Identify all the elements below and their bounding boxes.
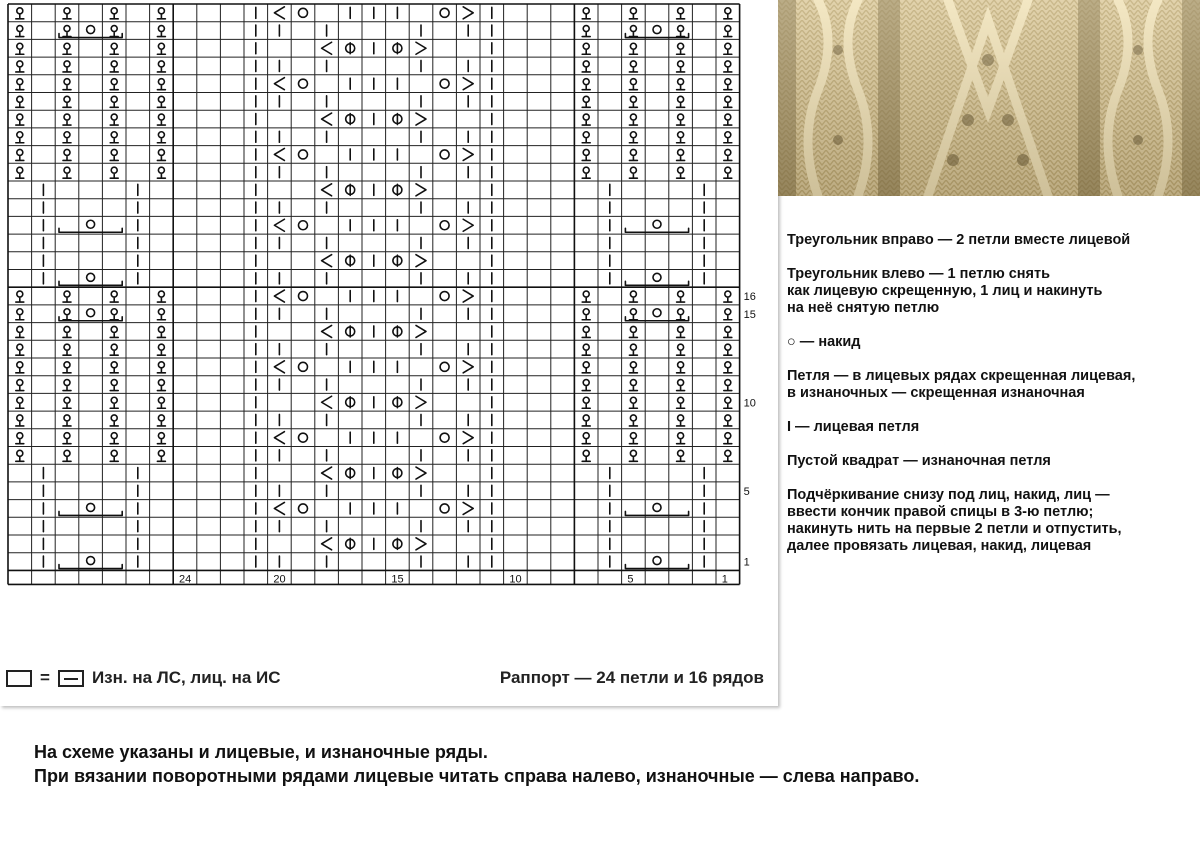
yarn-over-icon [653,273,661,281]
twisted-stitch-icon [157,326,165,337]
twisted-stitch-icon [724,326,732,337]
yarn-over-icon [653,309,661,317]
twisted-stitch-icon [157,96,165,107]
twisted-stitch-icon [16,8,24,19]
twisted-stitch-icon [724,344,732,355]
right-triangle-icon [274,7,284,19]
twisted-stitch-icon [629,43,637,54]
twisted-stitch-icon [629,132,637,143]
twisted-stitch-icon [110,114,118,125]
twisted-stitch-icon [677,380,685,391]
twisted-stitch-icon [629,8,637,19]
twisted-stitch-icon [157,132,165,143]
twisted-stitch-icon [16,450,24,461]
left-triangle-icon [416,467,426,479]
twisted-stitch-icon [63,415,71,426]
left-triangle-icon [463,7,473,19]
twisted-stitch-icon [110,43,118,54]
right-triangle-icon [322,42,332,54]
repeat-note: Раппорт — 24 петли и 16 рядов [499,668,764,687]
twisted-stitch-icon [724,291,732,302]
yarn-over-icon [87,503,95,511]
legend-right-triangle: Треугольник вправо — 2 петли вместе лицевой [787,232,1131,248]
right-triangle-icon [322,184,332,196]
twisted-stitch-icon [677,96,685,107]
row-number: 15 [743,308,756,321]
twisted-stitch-icon [63,450,71,461]
chart-footer [6,664,772,694]
twisted-stitch-icon [63,167,71,178]
right-triangle-icon [322,538,332,550]
twisted-stitch-icon [724,415,732,426]
twisted-stitch-icon [16,114,24,125]
left-triangle-icon [463,432,473,444]
legend-purl-stitch: Пустой квадрат — изнаночная петля [787,453,1051,469]
twisted-stitch-icon [110,79,118,90]
bottom-notes [34,740,1184,788]
twisted-stitch-icon [677,61,685,72]
twisted-stitch-icon [63,326,71,337]
twisted-stitch-icon [63,26,71,37]
right-triangle-icon [274,290,284,302]
twisted-stitch-icon [724,43,732,54]
yarn-over-icon [299,150,308,159]
twisted-stitch-icon [677,114,685,125]
yarn-over-icon [299,221,308,230]
twisted-stitch-icon [677,26,685,37]
twisted-stitch-icon [724,380,732,391]
twisted-stitch-icon [629,61,637,72]
twisted-stitch-icon [582,344,590,355]
twisted-stitch-icon [629,291,637,302]
yarn-over-icon [87,26,95,34]
twisted-stitch-icon [629,450,637,461]
twisted-stitch-icon [582,61,590,72]
yarn-over-icon [653,503,661,511]
twisted-stitch-icon [629,96,637,107]
yarn-over-icon [87,273,95,281]
twisted-stitch-icon [629,415,637,426]
legend-twisted-stitch: Петля — в лицевых рядах скрещенная лицевая, в изнаночных — скрещенная изнаночная [787,368,1136,401]
twisted-stitch-icon [157,149,165,160]
note-line-1: На схеме указаны и лицевые, и изнаночные ряды. [34,742,488,762]
col-number: 24 [179,573,192,586]
col-number: 10 [509,573,522,586]
twisted-stitch-icon [63,433,71,444]
knitted-sample-photo [778,0,1200,196]
twisted-stitch-icon [16,26,24,37]
left-triangle-icon [416,184,426,196]
twisted-stitch-icon [63,291,71,302]
twisted-stitch-icon [157,61,165,72]
twisted-stitch-icon [157,380,165,391]
yarn-over-icon [440,79,449,88]
yarn-over-icon [299,79,308,88]
twisted-stitch-icon [724,79,732,90]
twisted-stitch-icon [629,149,637,160]
twisted-stitch-icon [677,43,685,54]
twisted-stitch-icon [677,149,685,160]
col-number: 15 [391,573,404,586]
twisted-stitch-icon [63,8,71,19]
twisted-stitch-icon [157,8,165,19]
twisted-stitch-icon [629,309,637,320]
twisted-stitch-icon [677,167,685,178]
yarn-over-icon [87,557,95,565]
yarn-over-icon [653,26,661,34]
legend-equals: = [40,668,50,687]
left-triangle-icon [416,42,426,54]
twisted-stitch-icon [16,149,24,160]
left-triangle-icon [463,290,473,302]
twisted-stitch-icon [157,415,165,426]
yarn-over-icon [440,221,449,230]
row-number: 5 [743,485,750,498]
twisted-stitch-icon [63,149,71,160]
right-triangle-icon [322,325,332,337]
twisted-stitch-icon [724,167,732,178]
twisted-stitch-icon [110,149,118,160]
right-triangle-icon [274,361,284,373]
twisted-stitch-icon [16,291,24,302]
twisted-stitch-icon [157,291,165,302]
twisted-stitch-icon [724,309,732,320]
twisted-stitch-icon [63,344,71,355]
left-triangle-icon [416,113,426,125]
twisted-stitch-icon [582,433,590,444]
twisted-stitch-icon [110,61,118,72]
twisted-stitch-icon [110,397,118,408]
right-triangle-icon [274,148,284,160]
twisted-stitch-icon [16,43,24,54]
twisted-stitch-icon [16,96,24,107]
twisted-stitch-icon [63,362,71,373]
twisted-stitch-icon [157,450,165,461]
twisted-stitch-icon [582,96,590,107]
twisted-stitch-icon [157,309,165,320]
twisted-stitch-icon [157,433,165,444]
row-number: 16 [743,291,756,304]
twisted-stitch-icon [582,8,590,19]
twisted-stitch-icon [629,167,637,178]
dash-square-icon [58,670,84,687]
yarn-over-icon [653,220,661,228]
yarn-over-icon [440,504,449,513]
twisted-stitch-icon [110,344,118,355]
twisted-stitch-icon [16,433,24,444]
twisted-stitch-icon [110,433,118,444]
twisted-stitch-icon [677,362,685,373]
left-triangle-icon [463,361,473,373]
right-triangle-icon [274,502,284,514]
yarn-over-icon [299,504,308,513]
twisted-stitch-icon [582,380,590,391]
twisted-stitch-icon [677,397,685,408]
twisted-stitch-icon [110,291,118,302]
col-number: 20 [273,573,286,586]
yarn-over-icon [87,309,95,317]
twisted-stitch-icon [629,362,637,373]
twisted-stitch-icon [110,450,118,461]
twisted-stitch-icon [110,380,118,391]
twisted-stitch-icon [157,344,165,355]
row-number: 10 [743,397,756,410]
twisted-stitch-icon [582,43,590,54]
right-triangle-icon [322,467,332,479]
twisted-stitch-icon [157,362,165,373]
twisted-stitch-icon [157,114,165,125]
twisted-stitch-icon [724,61,732,72]
right-triangle-icon [274,78,284,90]
twisted-stitch-icon [63,397,71,408]
twisted-stitch-icon [582,362,590,373]
yarn-over-icon [299,362,308,371]
twisted-stitch-icon [16,132,24,143]
left-triangle-icon [463,148,473,160]
right-triangle-icon [322,113,332,125]
twisted-stitch-icon [629,344,637,355]
twisted-stitch-icon [629,433,637,444]
twisted-stitch-icon [63,309,71,320]
twisted-stitch-icon [724,132,732,143]
twisted-stitch-icon [582,114,590,125]
twisted-stitch-icon [110,362,118,373]
twisted-stitch-icon [677,132,685,143]
twisted-stitch-icon [16,362,24,373]
twisted-stitch-icon [157,397,165,408]
left-triangle-icon [416,396,426,408]
twisted-stitch-icon [63,61,71,72]
twisted-stitch-icon [110,415,118,426]
twisted-stitch-icon [724,114,732,125]
twisted-stitch-icon [582,26,590,37]
twisted-stitch-icon [157,26,165,37]
twisted-stitch-icon [629,26,637,37]
twisted-stitch-icon [110,167,118,178]
twisted-stitch-icon [629,380,637,391]
symbol-legend [6,668,281,688]
yarn-over-icon [299,8,308,17]
twisted-stitch-icon [582,149,590,160]
twisted-stitch-icon [110,8,118,19]
left-triangle-icon [416,325,426,337]
twisted-stitch-icon [582,167,590,178]
twisted-stitch-icon [16,61,24,72]
legend-symbol-text: Изн. на ЛС, лиц. на ИС [91,668,281,687]
right-triangle-icon [274,432,284,444]
twisted-stitch-icon [110,309,118,320]
twisted-stitch-icon [16,415,24,426]
twisted-stitch-icon [582,415,590,426]
twisted-stitch-icon [16,309,24,320]
yarn-over-icon [440,433,449,442]
yarn-over-icon [87,220,95,228]
twisted-stitch-icon [724,433,732,444]
twisted-stitch-icon [582,326,590,337]
twisted-stitch-icon [724,8,732,19]
legend-underline: Подчёркивание снизу под лиц, накид, лиц — ввести кончик правой спицы в 3-ю петлю; накинуть нить на первые 2 петли и отпустить, далее провязать лицевая, накид, лицевая [787,487,1122,554]
twisted-stitch-icon [677,8,685,19]
legend-yarn-over: ○ — накид [787,334,861,350]
twisted-stitch-icon [110,96,118,107]
twisted-stitch-icon [677,344,685,355]
twisted-stitch-icon [63,380,71,391]
twisted-stitch-icon [629,326,637,337]
yarn-over-icon [440,150,449,159]
left-triangle-icon [463,502,473,514]
twisted-stitch-icon [157,79,165,90]
yarn-over-icon [440,362,449,371]
left-triangle-icon [416,255,426,267]
empty-square-icon [6,670,32,687]
twisted-stitch-icon [16,380,24,391]
twisted-stitch-icon [16,167,24,178]
twisted-stitch-icon [724,450,732,461]
yarn-over-icon [653,557,661,565]
twisted-stitch-icon [157,167,165,178]
twisted-stitch-icon [582,291,590,302]
twisted-stitch-icon [157,43,165,54]
twisted-stitch-icon [16,397,24,408]
twisted-stitch-icon [724,149,732,160]
left-triangle-icon [416,538,426,550]
yarn-over-icon [299,292,308,301]
twisted-stitch-icon [582,397,590,408]
twisted-stitch-icon [629,114,637,125]
note-line-2: При вязании поворотными рядами лицевые читать справа налево, изнаночные — слева направо. [34,766,920,786]
twisted-stitch-icon [677,450,685,461]
twisted-stitch-icon [582,450,590,461]
legend-knit-stitch: I — лицевая петля [787,419,920,435]
twisted-stitch-icon [677,415,685,426]
twisted-stitch-icon [677,326,685,337]
twisted-stitch-icon [724,96,732,107]
legend-text [787,232,1197,572]
yarn-over-icon [299,433,308,442]
yarn-over-icon [440,292,449,301]
twisted-stitch-icon [110,326,118,337]
twisted-stitch-icon [629,79,637,90]
twisted-stitch-icon [63,132,71,143]
row-number: 1 [743,556,750,569]
twisted-stitch-icon [629,397,637,408]
left-triangle-icon [463,78,473,90]
left-triangle-icon [463,219,473,231]
twisted-stitch-icon [677,309,685,320]
right-triangle-icon [322,255,332,267]
yarn-over-icon [440,8,449,17]
twisted-stitch-icon [16,79,24,90]
twisted-stitch-icon [63,96,71,107]
twisted-stitch-icon [110,132,118,143]
twisted-stitch-icon [582,132,590,143]
twisted-stitch-icon [724,26,732,37]
twisted-stitch-icon [63,43,71,54]
right-triangle-icon [322,396,332,408]
twisted-stitch-icon [16,326,24,337]
twisted-stitch-icon [724,362,732,373]
right-triangle-icon [274,219,284,231]
col-number: 1 [721,573,728,586]
knitted-lace-cable-sample-icon [778,0,1200,196]
legend-left-triangle: Треугольник влево — 1 петлю снять как лицевую скрещенную, 1 лиц и накинуть на неё снятую петлю [787,266,1103,316]
twisted-stitch-icon [16,344,24,355]
twisted-stitch-icon [582,309,590,320]
twisted-stitch-icon [677,291,685,302]
twisted-stitch-icon [677,433,685,444]
twisted-stitch-icon [677,79,685,90]
twisted-stitch-icon [724,397,732,408]
col-number: 5 [627,573,634,586]
twisted-stitch-icon [63,79,71,90]
twisted-stitch-icon [63,114,71,125]
twisted-stitch-icon [582,79,590,90]
twisted-stitch-icon [110,26,118,37]
